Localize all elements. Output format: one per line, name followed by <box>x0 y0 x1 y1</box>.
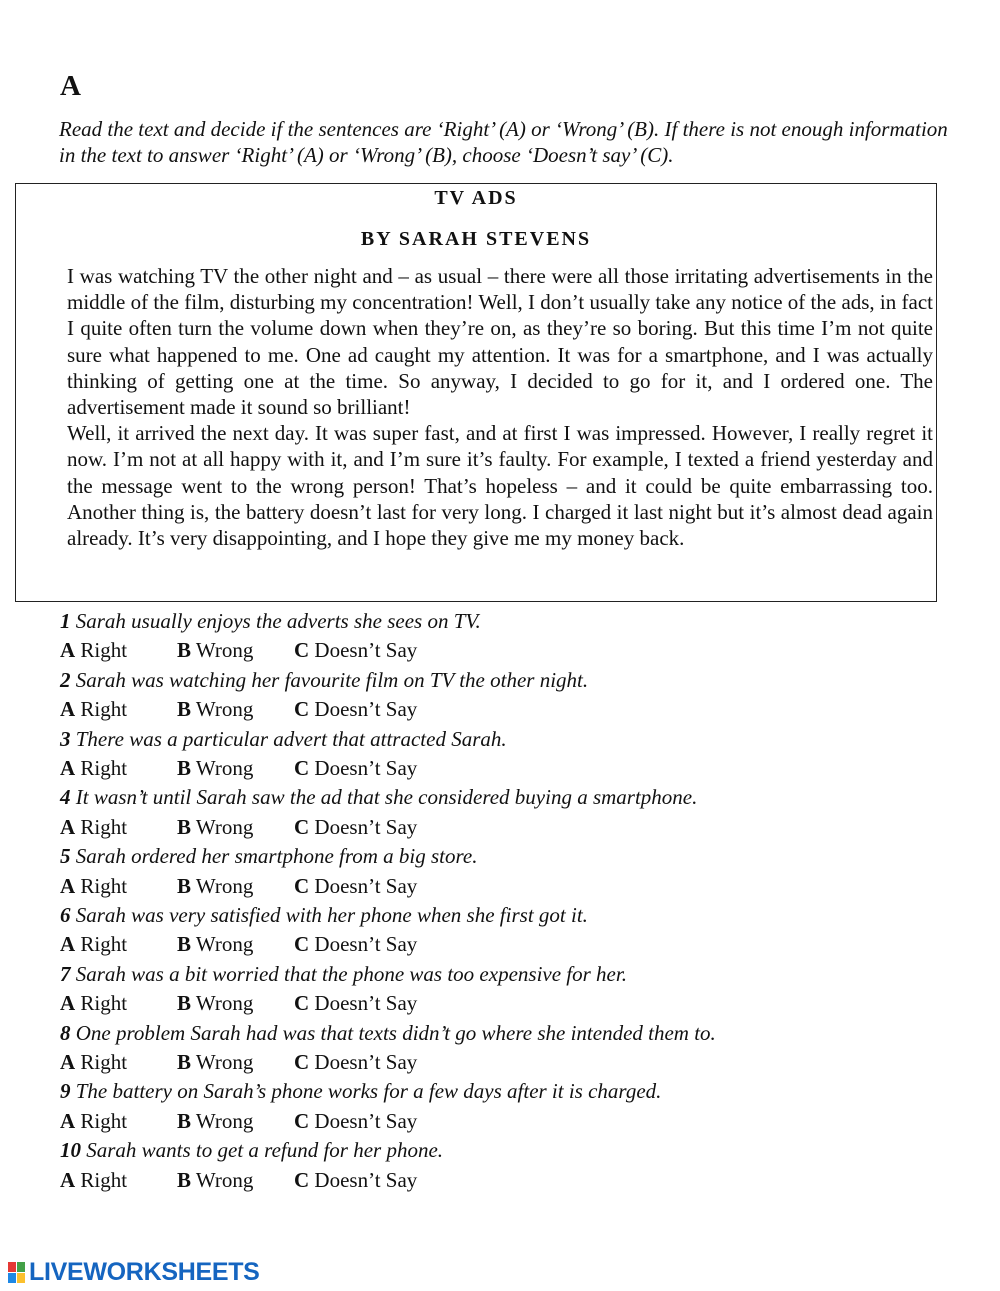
option-label: Right <box>80 1108 128 1133</box>
answer-options <box>60 1166 960 1195</box>
option-c-doesnt-say[interactable] <box>294 695 417 724</box>
option-letter: B <box>177 873 192 898</box>
question-item <box>60 1136 960 1195</box>
option-letter: C <box>294 991 310 1016</box>
option-letter: A <box>60 991 76 1016</box>
question-statement: Sarah usually enjoys the adverts she sees on TV. <box>75 609 481 633</box>
option-label: Doesn’t Say <box>314 932 418 957</box>
option-label: Right <box>80 991 128 1016</box>
liveworksheets-logo <box>8 1258 260 1287</box>
answer-options <box>60 1048 960 1077</box>
article-body <box>67 263 933 551</box>
question-number: 8 <box>60 1020 71 1045</box>
question-statement: The battery on Sarah’s phone works for a few days after it is charged. <box>75 1079 662 1104</box>
option-letter: B <box>177 1108 192 1133</box>
option-label: Wrong <box>195 873 254 898</box>
question-text <box>60 666 960 695</box>
option-label: Wrong <box>195 991 254 1016</box>
option-label: Right <box>80 814 128 839</box>
question-text <box>60 783 960 812</box>
question-statement: There was a particular advert that attracted Sarah. <box>75 726 507 751</box>
option-a-right[interactable] <box>60 1107 177 1136</box>
option-label: Wrong <box>195 1049 254 1074</box>
option-label: Wrong <box>195 1108 254 1133</box>
question-item <box>60 1077 960 1136</box>
question-number: 3 <box>60 726 71 751</box>
option-label: Right <box>80 697 128 722</box>
option-a-right[interactable] <box>60 636 177 665</box>
option-letter: B <box>177 1049 192 1074</box>
question-text <box>60 725 960 754</box>
option-b-wrong[interactable] <box>177 1166 294 1195</box>
question-text <box>60 1077 960 1106</box>
question-number: 9 <box>60 1079 71 1104</box>
option-letter: A <box>60 1108 76 1133</box>
option-c-doesnt-say[interactable] <box>294 754 417 783</box>
option-letter: C <box>294 697 310 722</box>
question-statement: It wasn’t until Sarah saw the ad that she considered buying a smartphone. <box>75 785 698 810</box>
option-c-doesnt-say[interactable] <box>294 930 417 959</box>
option-label: Doesn’t Say <box>314 638 418 663</box>
option-label: Wrong <box>195 814 254 839</box>
question-statement: Sarah was watching her favourite film on TV the other night. <box>75 667 589 692</box>
question-statement: One problem Sarah had was that texts didn’t go where she intended them to. <box>75 1020 716 1045</box>
question-statement: Sarah wants to get a refund for her phone. <box>86 1138 444 1163</box>
option-label: Wrong <box>195 1167 254 1192</box>
option-c-doesnt-say[interactable] <box>294 1166 417 1195</box>
question-text <box>60 1019 960 1048</box>
question-number: 1 <box>60 609 71 633</box>
option-b-wrong[interactable] <box>177 813 294 842</box>
option-a-right[interactable] <box>60 1166 177 1195</box>
option-letter: C <box>294 638 310 663</box>
question-number: 4 <box>60 785 71 810</box>
option-letter: C <box>294 755 310 780</box>
answer-options <box>60 1107 960 1136</box>
question-number: 6 <box>60 902 71 927</box>
question-statement: Sarah ordered her smartphone from a big store. <box>75 844 478 869</box>
question-number: 2 <box>60 667 71 692</box>
option-letter: A <box>60 1167 76 1192</box>
answer-options <box>60 930 960 959</box>
option-b-wrong[interactable] <box>177 989 294 1018</box>
option-c-doesnt-say[interactable] <box>294 1107 417 1136</box>
question-number: 5 <box>60 844 71 869</box>
option-letter: A <box>60 1049 76 1074</box>
question-statement: Sarah was a bit worried that the phone was too expensive for her. <box>75 961 627 986</box>
option-letter: A <box>60 873 76 898</box>
section-letter: A <box>60 70 81 102</box>
option-a-right[interactable] <box>60 813 177 842</box>
question-text <box>60 607 960 636</box>
option-letter: A <box>60 814 76 839</box>
option-label: Wrong <box>195 697 254 722</box>
question-number: 10 <box>60 1138 81 1163</box>
option-b-wrong[interactable] <box>177 695 294 724</box>
option-a-right[interactable] <box>60 1048 177 1077</box>
article-paragraph: Well, it arrived the next day. It was super fast, and at first I was impressed. However, I really regret it now. I’m not at all happy with it, and I’m sure it’s faulty. For example, I texted a friend yesterday and the message went to the wrong person! That’s hopeless – and it could be quite embarrassing too. Another thing is, the battery doesn’t last for very long. I charged it last night but it’s almost dead again already. It’s very disappointing, and I hope they give me my money back. <box>67 421 933 551</box>
question-item <box>60 666 960 725</box>
option-c-doesnt-say[interactable] <box>294 872 417 901</box>
option-b-wrong[interactable] <box>177 930 294 959</box>
question-item <box>60 1019 960 1078</box>
option-label: Doesn’t Say <box>314 697 418 722</box>
option-letter: C <box>294 1108 310 1133</box>
option-a-right[interactable] <box>60 930 177 959</box>
question-statement: Sarah was very satisfied with her phone when she first got it. <box>75 902 588 927</box>
option-letter: B <box>177 991 192 1016</box>
option-label: Doesn’t Say <box>314 873 418 898</box>
answer-options <box>60 989 960 1018</box>
option-b-wrong[interactable] <box>177 1107 294 1136</box>
option-letter: A <box>60 697 76 722</box>
option-letter: A <box>60 932 76 957</box>
option-label: Doesn’t Say <box>314 755 418 780</box>
option-letter: B <box>177 638 192 663</box>
liveworksheets-logo-icon <box>8 1262 26 1284</box>
question-text <box>60 842 960 871</box>
option-c-doesnt-say[interactable] <box>294 813 417 842</box>
option-c-doesnt-say[interactable] <box>294 989 417 1018</box>
option-label: Right <box>80 1049 128 1074</box>
option-b-wrong[interactable] <box>177 754 294 783</box>
option-letter: B <box>177 1167 192 1192</box>
option-label: Right <box>80 638 128 663</box>
answer-options <box>60 695 960 724</box>
question-item <box>60 725 960 784</box>
question-item <box>60 960 960 1019</box>
article-title: TV ADS <box>434 187 518 209</box>
option-letter: B <box>177 755 192 780</box>
question-text <box>60 901 960 930</box>
article-byline: BY SARAH STEVENS <box>360 228 592 250</box>
question-item <box>60 842 960 901</box>
option-letter: C <box>294 814 310 839</box>
option-label: Right <box>80 1167 128 1192</box>
option-label: Wrong <box>195 755 254 780</box>
option-a-right[interactable] <box>60 754 177 783</box>
option-c-doesnt-say[interactable] <box>294 636 417 665</box>
option-letter: A <box>60 755 76 780</box>
question-item <box>60 607 960 666</box>
option-letter: C <box>294 932 310 957</box>
option-letter: C <box>294 1049 310 1074</box>
answer-options <box>60 754 960 783</box>
question-text <box>60 1136 960 1165</box>
option-a-right[interactable] <box>60 872 177 901</box>
option-label: Doesn’t Say <box>314 1167 418 1192</box>
option-a-right[interactable] <box>60 695 177 724</box>
option-label: Right <box>80 932 128 957</box>
option-c-doesnt-say[interactable] <box>294 1048 417 1077</box>
option-label: Doesn’t Say <box>314 991 418 1016</box>
option-b-wrong[interactable] <box>177 872 294 901</box>
option-label: Doesn’t Say <box>314 1049 418 1074</box>
option-label: Doesn’t Say <box>314 814 418 839</box>
option-letter: C <box>294 873 310 898</box>
option-letter: B <box>177 814 192 839</box>
question-text <box>60 960 960 989</box>
answer-options <box>60 813 960 842</box>
logo-text: LIVEWORKSHEETS <box>29 1258 260 1286</box>
question-list <box>60 607 960 1195</box>
answer-options <box>60 872 960 901</box>
article-paragraph: I was watching TV the other night and – as usual – there were all those irritating advertisements in the middle of the film, disturbing my concentration! Well, I don’t usually take any notice of the ads, in fact I quite often turn the volume down when they’re on, as they’re so boring. But this time I’m not quite sure what happened to me. One ad caught my attention. It was for a smartphone, and I was actually thinking of getting one at the time. So anyway, I decided to go for it, and I ordered one. The advertisement made it sound so brilliant! <box>67 264 933 420</box>
question-number: 7 <box>60 961 71 986</box>
option-label: Doesn’t Say <box>314 1108 418 1133</box>
option-letter: B <box>177 932 192 957</box>
option-a-right[interactable] <box>60 989 177 1018</box>
option-letter: C <box>294 1167 310 1192</box>
option-b-wrong[interactable] <box>177 1048 294 1077</box>
instructions: Read the text and decide if the sentences are ‘Right’ (A) or ‘Wrong’ (B). If there is not enough information in the text to answer ‘Right’ (A) or ‘Wrong’ (B), choose ‘Doesn’t say’ (C). <box>59 117 948 167</box>
option-letter: B <box>177 697 192 722</box>
option-letter: A <box>60 638 76 663</box>
option-label: Wrong <box>195 932 254 957</box>
option-label: Right <box>80 755 128 780</box>
option-label: Wrong <box>195 638 254 663</box>
option-b-wrong[interactable] <box>177 636 294 665</box>
option-label: Right <box>80 873 128 898</box>
answer-options <box>60 636 960 665</box>
article-box <box>15 183 937 602</box>
question-item <box>60 901 960 960</box>
question-item <box>60 783 960 842</box>
